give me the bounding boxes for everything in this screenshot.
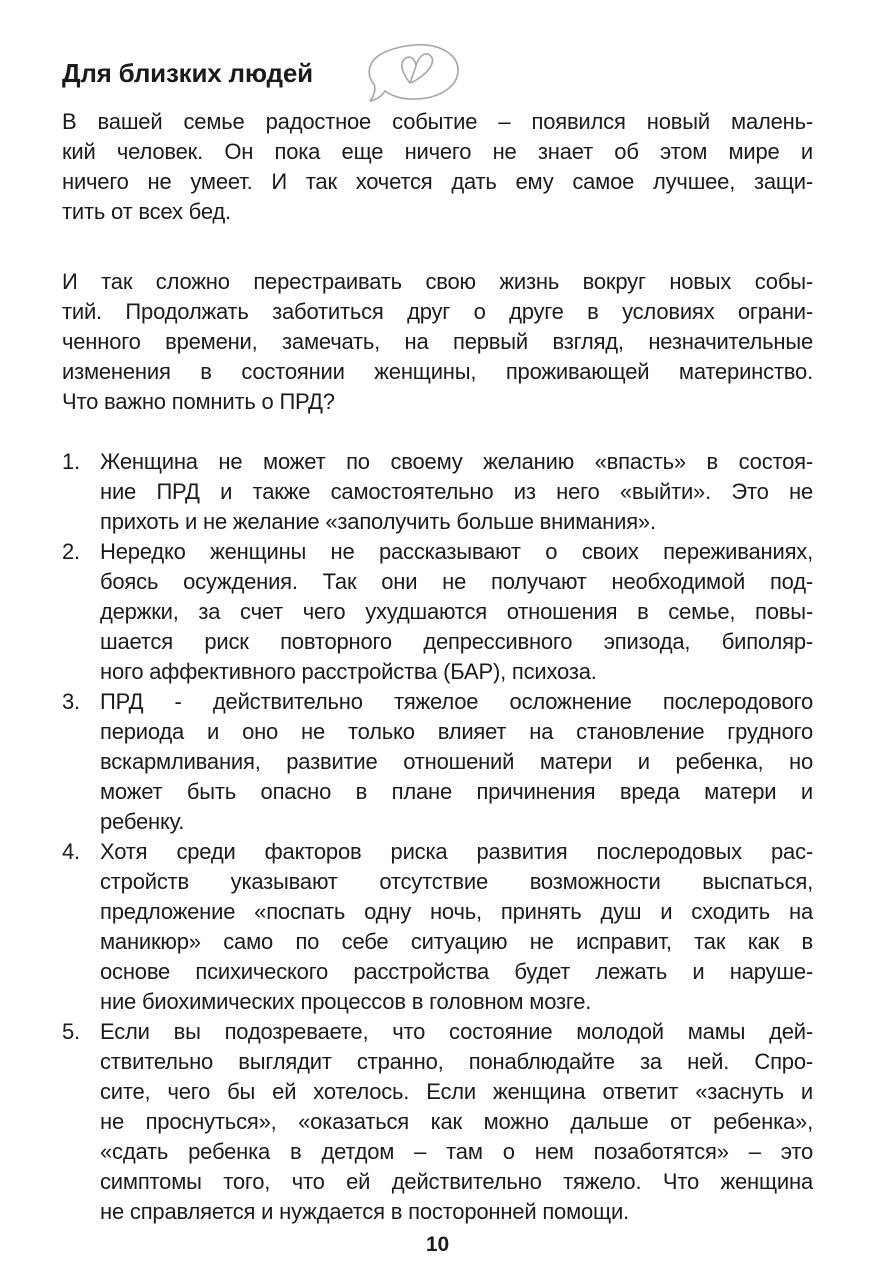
text-line: ченного времени, замечать, на первый взгляд, незначительные xyxy=(62,329,813,354)
text-line: может быть опасно в плане причинения вреда матери и xyxy=(100,779,813,804)
list-item xyxy=(62,447,813,537)
list-item-text xyxy=(100,837,813,1017)
text-line: ние биохимических процессов в головном мозге. xyxy=(100,989,592,1014)
text-line: кий человек. Он пока еще ничего не знает об этом мире и xyxy=(62,139,813,164)
numbered-list xyxy=(62,447,813,1227)
text-line: изменения в состоянии женщины, проживающей материнство. xyxy=(62,359,813,384)
list-item-number: 3. xyxy=(62,689,80,714)
text-line: «сдать ребенка в детдом – там о нем позаботятся» – это xyxy=(100,1139,813,1164)
text-line: Если вы подозреваете, что состояние молодой мамы дей- xyxy=(100,1019,813,1044)
list-item-text xyxy=(100,687,813,837)
list-item-number: 5. xyxy=(62,1019,80,1044)
page-number: 10 xyxy=(425,1233,450,1256)
text-line: не проснуться», «оказаться как можно дальше от ребенка», xyxy=(100,1109,813,1134)
text-line: тить от всех бед. xyxy=(62,199,231,224)
text-line: ребенку. xyxy=(100,809,185,834)
list-item xyxy=(62,837,813,1017)
list-item-number: 1. xyxy=(62,449,80,474)
text-line: предложение «поспать одну ночь, принять душ и сходить на xyxy=(100,899,813,924)
text-line: Женщина не может по своему желанию «впасть» в состоя- xyxy=(100,449,813,474)
list-item-number: 4. xyxy=(62,839,80,864)
text-line: боясь осуждения. Так они не получают необходимой под- xyxy=(100,569,813,594)
text-line: ного аффективного расстройства (БАР), психоза. xyxy=(100,659,597,684)
page-title: Для близких людей xyxy=(62,58,313,88)
text-line: Что важно помнить о ПРД? xyxy=(62,389,335,414)
text-line: ПРД - действительно тяжелое осложнение послеродового xyxy=(100,689,813,714)
list-item-text xyxy=(100,1017,813,1227)
list-item xyxy=(62,537,813,687)
list-item-number: 2. xyxy=(62,539,80,564)
paragraph-intro xyxy=(62,107,813,227)
text-line: Нередко женщины не рассказывают о своих переживаниях, xyxy=(100,539,813,564)
list-item-text xyxy=(100,537,813,687)
text-line: симптомы того, что ей действительно тяжело. Что женщина xyxy=(100,1169,813,1194)
list-item-text xyxy=(100,447,813,537)
speech-bubble-heart-icon xyxy=(365,40,465,106)
paragraph-context xyxy=(62,267,813,417)
text-line: вскармливания, развитие отношений матери и ребенка, но xyxy=(100,749,813,774)
text-line: ние ПРД и также самостоятельно из него «выйти». Это не xyxy=(100,479,813,504)
text-line: тий. Продолжать заботиться друг о друге в условиях ограни- xyxy=(62,299,813,324)
text-line: шается риск повторного депрессивного эпизода, биполяр- xyxy=(100,629,813,654)
text-line: ничего не умеет. И так хочется дать ему самое лучшее, защи- xyxy=(62,169,813,194)
text-line: прихоть и не желание «заполучить больше внимания». xyxy=(100,509,656,534)
text-line: Хотя среди факторов риска развития послеродовых рас- xyxy=(100,839,813,864)
text-line: стройств указывают отсутствие возможности выспаться, xyxy=(100,869,813,894)
page-header xyxy=(62,54,813,92)
list-item xyxy=(62,687,813,837)
text-line: маникюр» само по себе ситуацию не исправит, так как в xyxy=(100,929,813,954)
text-line: не справляется и нуждается в посторонней помощи. xyxy=(100,1199,629,1224)
text-line: основе психического расстройства будет лежать и наруше- xyxy=(100,959,813,984)
text-line: В вашей семье радостное событие – появился новый малень- xyxy=(62,109,813,134)
text-line: держки, за счет чего ухудшаются отношения в семье, повы- xyxy=(100,599,813,624)
text-line: И так сложно перестраивать свою жизнь вокруг новых собы- xyxy=(62,269,813,294)
text-line: ствительно выглядит странно, понаблюдайте за ней. Спро- xyxy=(100,1049,813,1074)
text-line: сите, чего бы ей хотелось. Если женщина ответит «заснуть и xyxy=(100,1079,813,1104)
list-item xyxy=(62,1017,813,1227)
text-line: периода и оно не только влияет на становление грудного xyxy=(100,719,813,744)
